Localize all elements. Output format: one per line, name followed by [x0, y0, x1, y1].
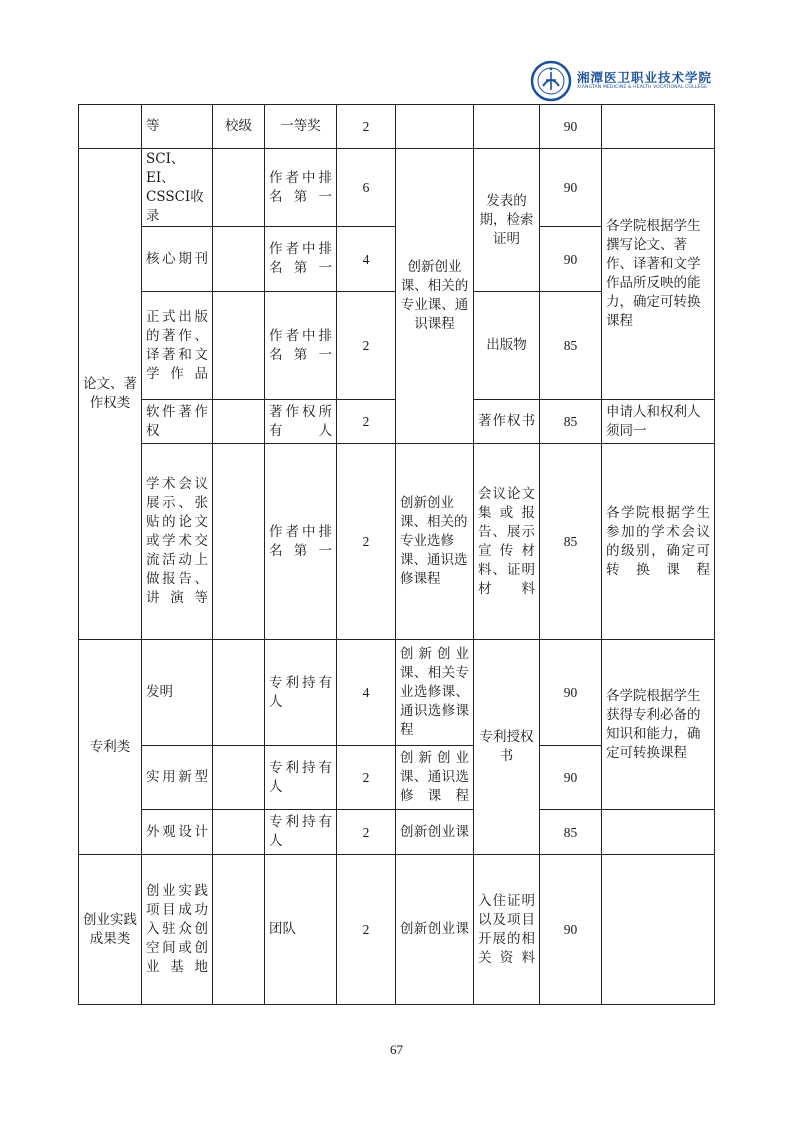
- role-cell: 作者中排名第一: [265, 292, 337, 400]
- note-cell: [602, 105, 715, 149]
- level-cell: [213, 746, 265, 810]
- college-logo: [530, 60, 720, 102]
- level-cell: [213, 640, 265, 746]
- role-cell: 作者中排名第一: [265, 149, 337, 227]
- subcategory-cell: 软件著作权: [142, 400, 213, 444]
- proof-cell: 会议论文集或报告、展示宣传材料、证明材料: [474, 444, 540, 640]
- score-cell: 90: [540, 105, 602, 149]
- credit-cell: 2: [337, 105, 396, 149]
- role-cell: 专利持有人: [265, 810, 337, 855]
- course-cell: [396, 105, 474, 149]
- credit-cell: 2: [337, 292, 396, 400]
- course-cell: 创新创业课、通识选修课程: [396, 746, 474, 810]
- subcategory-cell: 等: [142, 105, 213, 149]
- table-row: [79, 149, 715, 227]
- score-cell: 90: [540, 746, 602, 810]
- table-row: [79, 855, 715, 1005]
- group-paper-cell: 论文、著作权类: [79, 149, 142, 640]
- course-cell: 创新创业课、相关的专业选修课、通识选修课程: [396, 444, 474, 640]
- credit-cell: 4: [337, 227, 396, 292]
- group-patent-cell: 专利类: [79, 640, 142, 855]
- subcategory-cell: 学术会议展示、张贴的论文或学术交流活动上做报告、讲演等: [142, 444, 213, 640]
- page-number: 67: [390, 1042, 403, 1057]
- proof-cell: 出版物: [474, 292, 540, 400]
- score-cell: 85: [540, 400, 602, 444]
- role-cell: 专利持有人: [265, 746, 337, 810]
- subcategory-cell: SCI、EI、CSSCI收录: [142, 149, 213, 227]
- credit-cell: 2: [337, 810, 396, 855]
- subcategory-cell: 正式出版的著作、译著和文学作品: [142, 292, 213, 400]
- logo-title: 湘潭医卫职业技术学院: [577, 70, 713, 85]
- credit-cell: 2: [337, 746, 396, 810]
- credit-cell: 6: [337, 149, 396, 227]
- course-cell: 创新创业课、相关的专业课、通识课程: [396, 149, 474, 444]
- role-cell: 作者中排名第一: [265, 444, 337, 640]
- course-cell: 创新创业课、相关专业选修课、通识选修课程: [396, 640, 474, 746]
- group-venture-cell: 创业实践成果类: [79, 855, 142, 1005]
- table-row: [79, 810, 715, 855]
- level-cell: [213, 444, 265, 640]
- table-row: [79, 105, 715, 149]
- score-cell: 90: [540, 855, 602, 1005]
- level-cell: [213, 149, 265, 227]
- credit-cell: 2: [337, 855, 396, 1005]
- role-cell: 团队: [265, 855, 337, 1005]
- level-cell: [213, 400, 265, 444]
- score-cell: 85: [540, 444, 602, 640]
- level-cell: [213, 810, 265, 855]
- score-cell: 85: [540, 292, 602, 400]
- table-row: [79, 640, 715, 746]
- note-cell: 申请人和权利人须同一: [602, 400, 715, 444]
- proof-cell: 发表的期，检索证明: [474, 149, 540, 292]
- subcategory-cell: 实用新型: [142, 746, 213, 810]
- credit-cell: 2: [337, 400, 396, 444]
- rank-cell: 一等奖: [265, 105, 337, 149]
- credit-conversion-table: [78, 104, 715, 1005]
- group-cell: [79, 105, 142, 149]
- level-cell: [213, 855, 265, 1005]
- note-cell: [602, 855, 715, 1005]
- college-emblem-icon: [530, 60, 572, 102]
- logo-subtitle: XIANGTAN MEDICINE & HEALTH VOCATIONAL COLLEGE: [577, 85, 708, 90]
- proof-cell: 专利授权书: [474, 640, 540, 855]
- subcategory-cell: 外观设计: [142, 810, 213, 855]
- credit-cell: 2: [337, 444, 396, 640]
- note-cell: [602, 810, 715, 855]
- credit-cell: 4: [337, 640, 396, 746]
- level-cell: 校级: [213, 105, 265, 149]
- role-cell: 专利持有人: [265, 640, 337, 746]
- note-cell: 各学院根据学生获得专利必备的知识和能力，确定可转换课程: [602, 640, 715, 810]
- proof-cell: [474, 105, 540, 149]
- subcategory-cell: 创业实践项目成功入驻众创空间或创业基地: [142, 855, 213, 1005]
- score-cell: 90: [540, 149, 602, 227]
- note-cell: 各学院根据学生参加的学术会议的级别，确定可转换课程: [602, 444, 715, 640]
- role-cell: 作者中排名第一: [265, 227, 337, 292]
- score-cell: 90: [540, 640, 602, 746]
- table-row: [79, 444, 715, 640]
- role-cell: 著作权所有人: [265, 400, 337, 444]
- course-cell: 创新创业课: [396, 855, 474, 1005]
- note-cell: 各学院根据学生撰写论文、著作、译著和文学作品所反映的能力，确定可转换课程: [602, 149, 715, 400]
- level-cell: [213, 227, 265, 292]
- score-cell: 90: [540, 227, 602, 292]
- subcategory-cell: 核心期刊: [142, 227, 213, 292]
- course-cell: 创新创业课: [396, 810, 474, 855]
- subcategory-cell: 发明: [142, 640, 213, 746]
- score-cell: 85: [540, 810, 602, 855]
- proof-cell: 著作权书: [474, 400, 540, 444]
- level-cell: [213, 292, 265, 400]
- proof-cell: 入住证明以及项目开展的相关资料: [474, 855, 540, 1005]
